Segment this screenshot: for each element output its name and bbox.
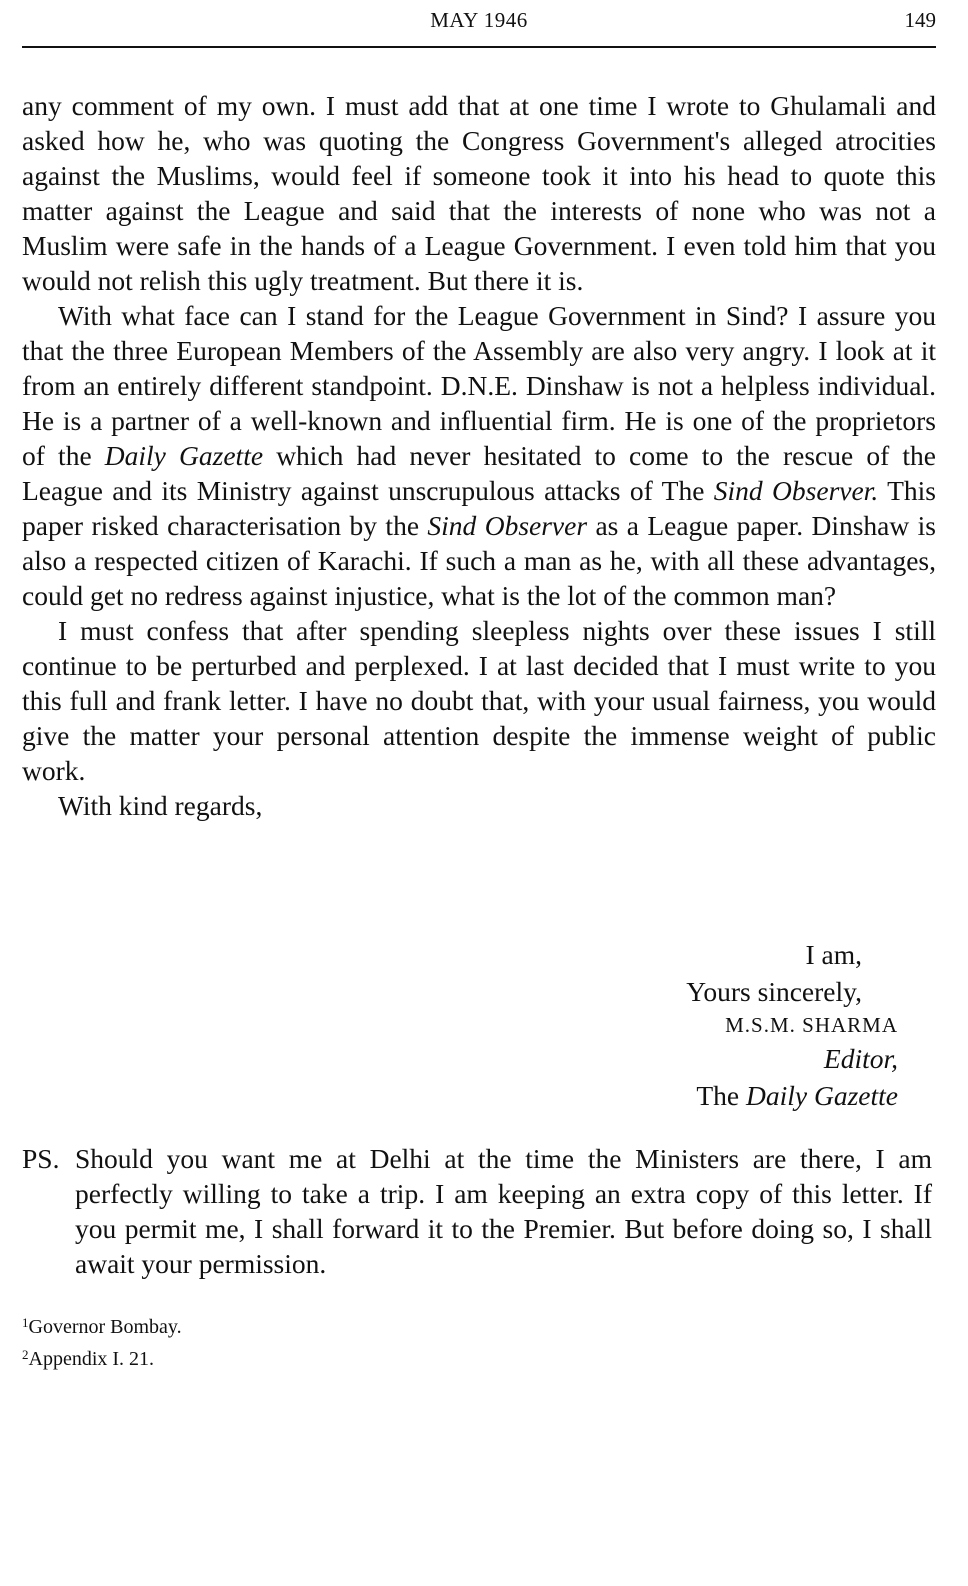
running-header [22, 6, 936, 36]
paper-title-sind-observer-2: Sind Observer [427, 510, 588, 541]
header-rule [22, 46, 936, 48]
postscript [22, 1141, 932, 1281]
signature-i-am: I am, [805, 939, 862, 970]
signature-block [498, 936, 898, 1114]
paragraph-2-part-1: With what face can I stand for the League Government in Sind? I assure you that the three European Members of the Assembly are also very angry. I look at it from an entirely different standpoint. D.N.E. Dinshaw is not a helpless individual. He is a partner of a well-known and influential firm. He is one of the proprietors of the [22, 300, 936, 471]
footnote-2-mark: 2 [22, 1347, 29, 1362]
postscript-label: PS. [22, 1143, 60, 1174]
footnote-1-text: Governor Bombay. [28, 1316, 182, 1338]
closing-salutation: With kind regards, [58, 790, 263, 821]
paragraph-2-part-2: which had never hesitated to come to the rescue of the League and its Ministry against unscrupulous attacks of The [22, 440, 936, 506]
paragraph-2-part-4: as a League paper. Dinshaw is also a respected citizen of Karachi. If such a man as he, with all these advantages, could get no redress against injustice, what is the lot of the common man? [22, 510, 936, 611]
paragraph-3: I must confess that after spending sleepless nights over these issues I still continue to be perturbed and perplexed. I at last decided that I must write to you this full and frank letter. I have no doubt that, with your usual fairness, you would give the matter your personal attention despite the immense weight of public work. [22, 615, 936, 786]
signature-paper [498, 1077, 898, 1114]
footnote-1-mark: 1 [22, 1315, 29, 1330]
page-number: 149 [904, 8, 936, 32]
postscript-text: Should you want me at Delhi at the time the Ministers are there, I am perfectly willing to take a trip. I am keeping an extra copy of this letter. If you permit me, I shall forward it to the Premier. But before doing so, I shall await your permission. [75, 1143, 932, 1279]
footnote-1 [22, 1309, 182, 1341]
footnote-2-text: Appendix I. 21. [28, 1348, 155, 1370]
signature-paper-name: Daily Gazette [746, 1080, 898, 1111]
letter-body [22, 88, 936, 823]
paper-title-sind-observer: Sind Observer. [713, 475, 879, 506]
paragraph-1: any comment of my own. I must add that at one time I wrote to Ghulamali and asked how he, who was quoting the Congress Government's alleged atrocities against the Muslims, would feel if someone took it into his head to quote this matter against the League and said that the interests of none who was not a Muslim were safe in the hands of a League Government. I even told him that you would not relish this ugly treatment. But there it is. [22, 90, 936, 296]
signature-name: M.S.M. SHARMA [725, 1013, 898, 1037]
signature-paper-prefix: The [696, 1080, 747, 1111]
paragraph-2 [22, 298, 936, 613]
paragraph-2-part-3: This paper risked characterisation by the [22, 475, 936, 541]
signature-yours-sincerely: Yours sincerely, [686, 976, 862, 1007]
footnotes [22, 1309, 182, 1373]
running-title: MAY 1946 [430, 8, 528, 32]
signature-role: Editor, [823, 1043, 898, 1074]
paper-title-daily-gazette: Daily Gazette [104, 440, 264, 471]
footnote-2 [22, 1341, 182, 1373]
